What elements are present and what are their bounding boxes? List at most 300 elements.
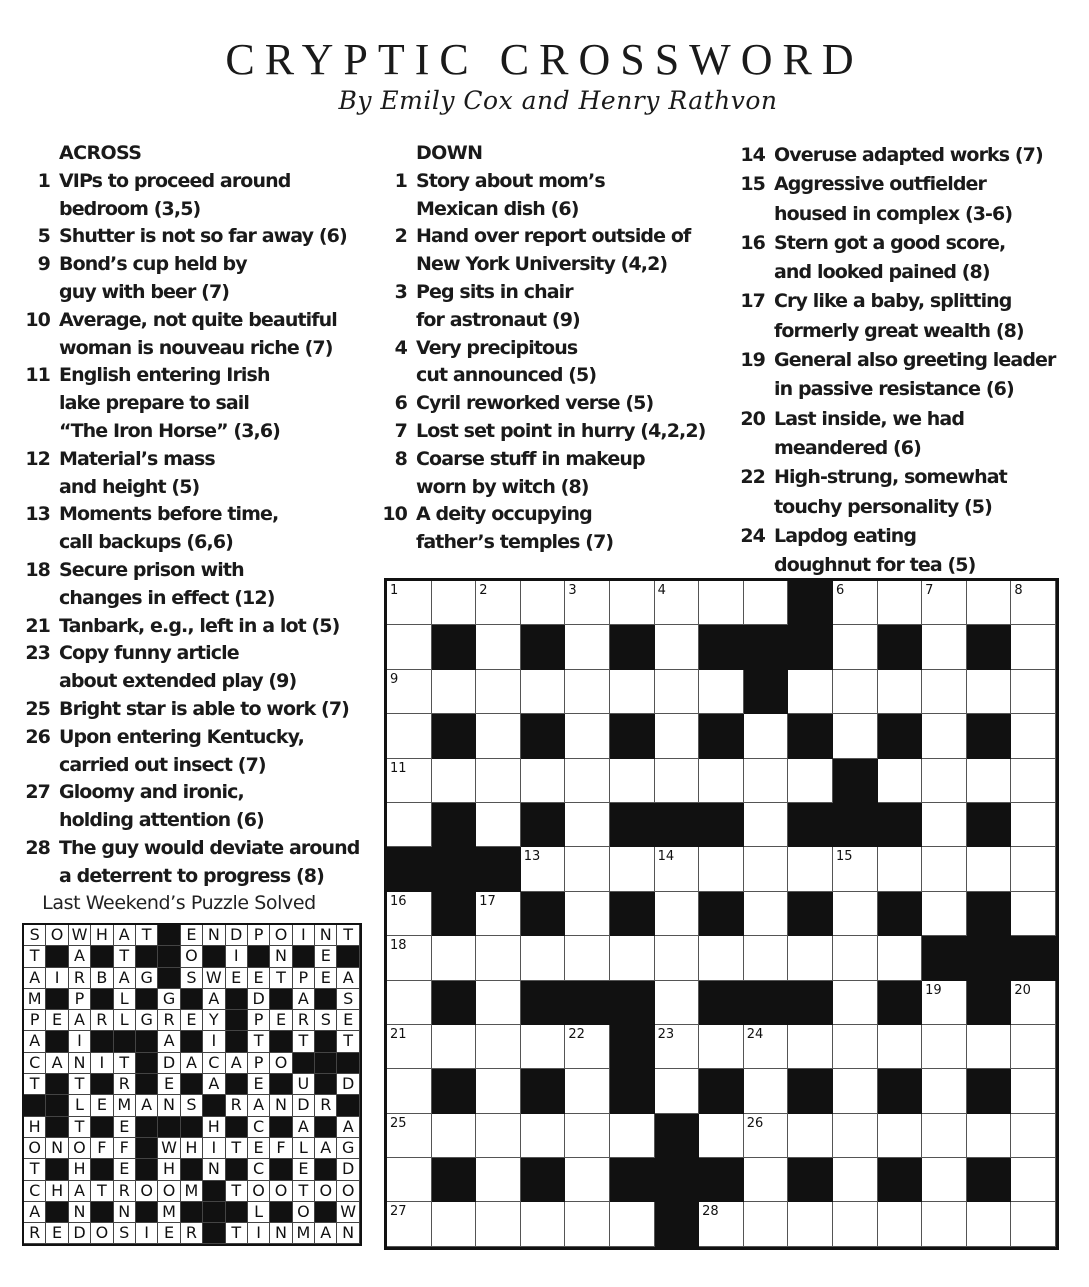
answer-cell[interactable] [610,670,655,714]
answer-cell[interactable] [476,759,521,803]
clue-item [25,613,365,641]
solution-letter: E [114,1159,136,1180]
solution-black-square [136,1117,158,1138]
clue-number: 23 [25,642,50,665]
answer-cell[interactable] [922,625,967,669]
answer-cell[interactable] [387,803,432,847]
solution-letter: S [181,968,203,989]
answer-cell[interactable] [1011,1114,1056,1158]
answer-cell[interactable] [788,759,833,803]
answer-cell[interactable] [521,1114,566,1158]
clue-item [25,640,365,696]
answer-cell[interactable] [521,847,566,891]
solution-letter: N [315,925,337,946]
answer-cell[interactable] [476,936,521,980]
solution-letter: M [293,1223,315,1244]
solution-letter: S [24,925,46,946]
answer-cell[interactable] [922,1114,967,1158]
clue-text: cut announced (5) [416,364,597,387]
answer-cell[interactable] [878,1025,923,1069]
clue-number: 1 [394,169,407,192]
clue-number: 25 [25,697,50,720]
answer-cell[interactable] [922,714,967,758]
answer-cell[interactable] [922,1202,967,1246]
clue-text: Last inside, we had [774,407,965,430]
black-square [744,981,789,1025]
solution-black-square [46,946,68,967]
black-square [922,936,967,980]
clue-text: Cyril reworked verse (5) [416,392,654,415]
clue-item [25,779,365,835]
answer-cell[interactable] [1011,1025,1056,1069]
clue-text: Bond’s cup held by [59,253,247,276]
answer-cell[interactable] [744,714,789,758]
solution-black-square [226,989,248,1010]
answer-cell[interactable] [565,892,610,936]
answer-cell[interactable] [967,1202,1012,1246]
answer-cell[interactable] [744,581,789,625]
solution-letter: A [69,946,91,967]
answer-cell[interactable] [476,981,521,1025]
clue-text: Story about mom’s [416,169,605,192]
solution-letter: T [293,1031,315,1052]
answer-cell[interactable] [565,1158,610,1202]
clue-text: Shutter is not so far away (6) [59,225,347,248]
clue-item [740,141,1085,170]
clue-item [382,446,722,502]
answer-cell[interactable] [878,759,923,803]
black-square [788,981,833,1025]
clue-number: 6 [394,392,407,415]
answer-cell[interactable] [788,670,833,714]
answer-cell[interactable] [744,1158,789,1202]
solution-black-square [24,1095,46,1116]
answer-cell[interactable] [1011,1069,1056,1113]
black-square [967,892,1012,936]
answer-cell[interactable] [655,981,700,1025]
answer-cell[interactable] [833,581,878,625]
answer-cell[interactable] [833,1158,878,1202]
clue-number: 26 [25,725,50,748]
solution-letter: O [270,1181,292,1202]
answer-cell[interactable] [922,759,967,803]
black-square [610,625,655,669]
black-square [521,803,566,847]
solution-letter: D [69,1223,91,1244]
byline: By Emily Cox and Henry Rathvon [338,86,778,115]
clue-text: The guy would deviate around [59,836,360,859]
black-square [432,1069,477,1113]
black-square [432,714,477,758]
clue-number: 18 [25,558,50,581]
black-square [967,981,1012,1025]
answer-cell[interactable] [521,670,566,714]
solution-black-square [136,1031,158,1052]
solution-black-square [136,989,158,1010]
answer-cell[interactable] [1011,714,1056,758]
solution-letter: P [69,989,91,1010]
answer-cell[interactable] [476,714,521,758]
answer-cell[interactable] [744,803,789,847]
answer-cell[interactable] [967,1025,1012,1069]
solution-letter: H [203,1117,225,1138]
answer-cell[interactable] [476,670,521,714]
solution-black-square [158,946,180,967]
solution-letter: E [46,1223,68,1244]
answer-cell[interactable] [878,1202,923,1246]
cell-number: 28 [702,1204,719,1220]
solution-letter: E [315,946,337,967]
answer-cell[interactable] [1011,581,1056,625]
answer-cell[interactable] [432,1025,477,1069]
answer-cell[interactable] [1011,1202,1056,1246]
clue-item [382,335,722,391]
answer-cell[interactable] [565,1069,610,1113]
down-heading: DOWN [416,142,483,164]
answer-cell[interactable] [788,1202,833,1246]
answer-cell[interactable] [655,670,700,714]
black-square [610,1158,655,1202]
answer-cell[interactable] [565,847,610,891]
answer-cell[interactable] [476,581,521,625]
answer-cell[interactable] [521,759,566,803]
cell-number: 4 [657,583,666,598]
answer-cell[interactable] [610,936,655,980]
clue-text: in passive resistance (6) [774,378,1014,401]
answer-cell[interactable] [655,892,700,936]
answer-cell[interactable] [1011,803,1056,847]
cell-number: 13 [523,849,541,865]
answer-cell[interactable] [922,981,967,1025]
solution-letter: T [114,946,136,967]
answer-cell[interactable] [922,1158,967,1202]
cell-number: 3 [568,583,577,598]
cell-number: 9 [390,671,399,687]
answer-cell[interactable] [833,1202,878,1246]
answer-cell[interactable] [565,1114,610,1158]
answer-cell[interactable] [922,1069,967,1113]
answer-cell[interactable] [387,759,432,803]
clue-item [382,418,722,446]
answer-cell[interactable] [699,670,744,714]
clue-number: 10 [25,308,50,331]
answer-cell[interactable] [610,1202,655,1246]
solution-letter: S [315,1010,337,1031]
clue-number: 16 [740,231,765,254]
answer-cell[interactable] [967,670,1012,714]
answer-cell[interactable] [833,1114,878,1158]
answer-cell[interactable] [744,1025,789,1069]
clue-item [740,170,1085,229]
solution-black-square [46,1031,68,1052]
clue-text: Hand over report outside of [416,225,691,248]
answer-cell[interactable] [699,581,744,625]
down-clues-continued [740,141,1085,580]
answer-cell[interactable] [833,1025,878,1069]
solution-letter: A [203,1074,225,1095]
clue-text: Aggressive outfielder [774,173,986,196]
solution-letter: O [315,1181,337,1202]
answer-cell[interactable] [565,625,610,669]
solution-letter: T [337,1031,359,1052]
clue-item [25,362,365,445]
solution-letter: P [24,1010,46,1031]
answer-cell[interactable] [432,1114,477,1158]
answer-cell[interactable] [922,670,967,714]
black-square [655,1202,700,1246]
cell-number: 15 [835,849,853,865]
solution-black-square [181,1074,203,1095]
answer-cell[interactable] [432,670,477,714]
answer-cell[interactable] [878,847,923,891]
answer-cell[interactable] [833,981,878,1025]
answer-cell[interactable] [655,936,700,980]
solution-letter: A [293,989,315,1010]
answer-cell[interactable] [878,936,923,980]
answer-cell[interactable] [1011,625,1056,669]
clue-text: carried out insect (7) [59,753,266,776]
answer-cell[interactable] [655,625,700,669]
answer-cell[interactable] [788,936,833,980]
solution-letter: M [24,989,46,1010]
black-square [699,1158,744,1202]
answer-cell[interactable] [699,1025,744,1069]
answer-cell[interactable] [387,1202,432,1246]
answer-cell[interactable] [655,1069,700,1113]
answer-cell[interactable] [655,759,700,803]
clue-text: meandered (6) [774,436,921,459]
solution-letter: E [248,1074,270,1095]
answer-cell[interactable] [521,1025,566,1069]
answer-cell[interactable] [967,1114,1012,1158]
solution-letter: E [181,1010,203,1031]
solution-black-square [315,1202,337,1223]
black-square [610,892,655,936]
solution-letter: A [158,1031,180,1052]
solution-letter: N [203,925,225,946]
solution-black-square [226,1159,248,1180]
answer-cell[interactable] [387,581,432,625]
answer-cell[interactable] [476,803,521,847]
solution-letter: A [181,1053,203,1074]
answer-cell[interactable] [655,714,700,758]
cell-number: 6 [835,583,845,598]
solution-letter: I [46,968,68,989]
solution-letter: N [270,946,292,967]
answer-cell[interactable] [565,1025,610,1069]
answer-cell[interactable] [387,625,432,669]
answer-cell[interactable] [610,847,655,891]
answer-cell[interactable] [699,847,744,891]
solution-letter: R [293,1010,315,1031]
solution-letter: I [203,1138,225,1159]
answer-cell[interactable] [565,1202,610,1246]
answer-cell[interactable] [878,581,923,625]
answer-cell[interactable] [922,892,967,936]
solution-letter: O [270,925,292,946]
answer-cell[interactable] [922,803,967,847]
solution-letter: N [69,1053,91,1074]
answer-cell[interactable] [565,803,610,847]
answer-cell[interactable] [387,670,432,714]
black-square [833,759,878,803]
solution-letter: H [69,1159,91,1180]
answer-cell[interactable] [610,581,655,625]
solution-black-square [136,1202,158,1223]
answer-cell[interactable] [699,759,744,803]
answer-cell[interactable] [699,936,744,980]
answer-cell[interactable] [476,1025,521,1069]
solution-letter: L [114,1010,136,1031]
solution-letter: T [270,968,292,989]
answer-cell[interactable] [655,581,700,625]
solution-letter: C [248,1117,270,1138]
answer-cell[interactable] [565,670,610,714]
clue-number: 9 [37,253,50,276]
solution-black-square [91,946,113,967]
answer-cell[interactable] [432,759,477,803]
answer-cell[interactable] [744,1202,789,1246]
answer-cell[interactable] [387,981,432,1025]
answer-cell[interactable] [1011,981,1056,1025]
answer-cell[interactable] [387,1114,432,1158]
solution-black-square [158,925,180,946]
answer-cell[interactable] [744,1069,789,1113]
last-week-solution-grid [22,923,362,1246]
answer-cell[interactable] [744,759,789,803]
black-square [967,714,1012,758]
clue-text: formerly great wealth (8) [774,319,1024,342]
answer-cell[interactable] [387,1025,432,1069]
answer-cell[interactable] [476,892,521,936]
answer-cell[interactable] [833,714,878,758]
answer-cell[interactable] [744,1114,789,1158]
answer-cell[interactable] [833,892,878,936]
answer-cell[interactable] [967,847,1012,891]
answer-cell[interactable] [655,1025,700,1069]
answer-cell[interactable] [610,1114,655,1158]
clue-text: Lost set point in hurry (4,2,2) [416,419,706,442]
solution-letter: I [248,1223,270,1244]
answer-cell[interactable] [387,1158,432,1202]
clue-item [25,557,365,613]
answer-cell[interactable] [565,581,610,625]
clue-text: Stern got a good score, [774,231,1006,254]
answer-cell[interactable] [387,936,432,980]
solution-black-square [315,989,337,1010]
clue-number: 3 [394,280,407,303]
cell-number: 11 [390,760,407,776]
answer-cell[interactable] [1011,892,1056,936]
answer-cell[interactable] [833,1069,878,1113]
clue-text: High-strung, somewhat [774,466,1007,489]
answer-cell[interactable] [476,625,521,669]
answer-cell[interactable] [610,759,655,803]
cell-number: 20 [1014,982,1031,998]
answer-cell[interactable] [833,625,878,669]
answer-cell[interactable] [878,670,923,714]
answer-cell[interactable] [521,581,566,625]
solution-letter: T [337,925,359,946]
solution-letter: P [248,925,270,946]
answer-cell[interactable] [1011,1158,1056,1202]
answer-cell[interactable] [655,847,700,891]
answer-cell[interactable] [565,759,610,803]
answer-cell[interactable] [878,1114,923,1158]
answer-cell[interactable] [476,1158,521,1202]
answer-cell[interactable] [967,759,1012,803]
cell-number: 1 [390,583,399,598]
solution-black-square [158,968,180,989]
answer-cell[interactable] [699,1202,744,1246]
clue-text: changes in effect (12) [59,586,275,609]
black-square [521,981,566,1025]
answer-cell[interactable] [476,1114,521,1158]
answer-cell[interactable] [476,1202,521,1246]
cell-number: 25 [390,1115,407,1131]
answer-cell[interactable] [922,581,967,625]
solution-black-square [270,989,292,1010]
solution-black-square [136,1053,158,1074]
answer-cell[interactable] [387,714,432,758]
answer-cell[interactable] [1011,670,1056,714]
answer-cell[interactable] [432,936,477,980]
answer-cell[interactable] [922,1025,967,1069]
solution-letter: E [46,1010,68,1031]
answer-cell[interactable] [833,936,878,980]
black-square [699,892,744,936]
clue-text: woman is nouveau riche (7) [59,336,333,359]
black-square [655,1158,700,1202]
answer-cell[interactable] [387,1069,432,1113]
answer-cell[interactable] [476,1069,521,1113]
answer-cell[interactable] [744,847,789,891]
black-square [878,981,923,1025]
answer-cell[interactable] [833,847,878,891]
solution-black-square [46,1074,68,1095]
cell-number: 23 [657,1026,675,1042]
solution-letter: R [114,1181,136,1202]
answer-cell[interactable] [922,847,967,891]
solution-letter: A [226,1053,248,1074]
answer-cell[interactable] [788,847,833,891]
clue-text: Material’s mass [59,447,215,470]
answer-cell[interactable] [744,936,789,980]
answer-cell[interactable] [1011,847,1056,891]
answer-cell[interactable] [788,1114,833,1158]
answer-cell[interactable] [699,1114,744,1158]
answer-cell[interactable] [565,936,610,980]
solution-letter: A [315,1138,337,1159]
answer-cell[interactable] [432,1202,477,1246]
solution-black-square [315,1117,337,1138]
clue-text: guy with beer (7) [59,280,230,303]
answer-cell[interactable] [565,714,610,758]
answer-cell[interactable] [1011,759,1056,803]
answer-cell[interactable] [788,1025,833,1069]
solution-black-square [293,946,315,967]
clue-text: touchy personality (5) [774,495,992,518]
answer-cell[interactable] [967,581,1012,625]
answer-cell[interactable] [432,581,477,625]
answer-cell[interactable] [833,670,878,714]
answer-cell[interactable] [521,936,566,980]
answer-cell[interactable] [387,892,432,936]
solution-black-square [337,1095,359,1116]
answer-cell[interactable] [744,892,789,936]
answer-cell[interactable] [521,1202,566,1246]
solution-black-square [226,1117,248,1138]
